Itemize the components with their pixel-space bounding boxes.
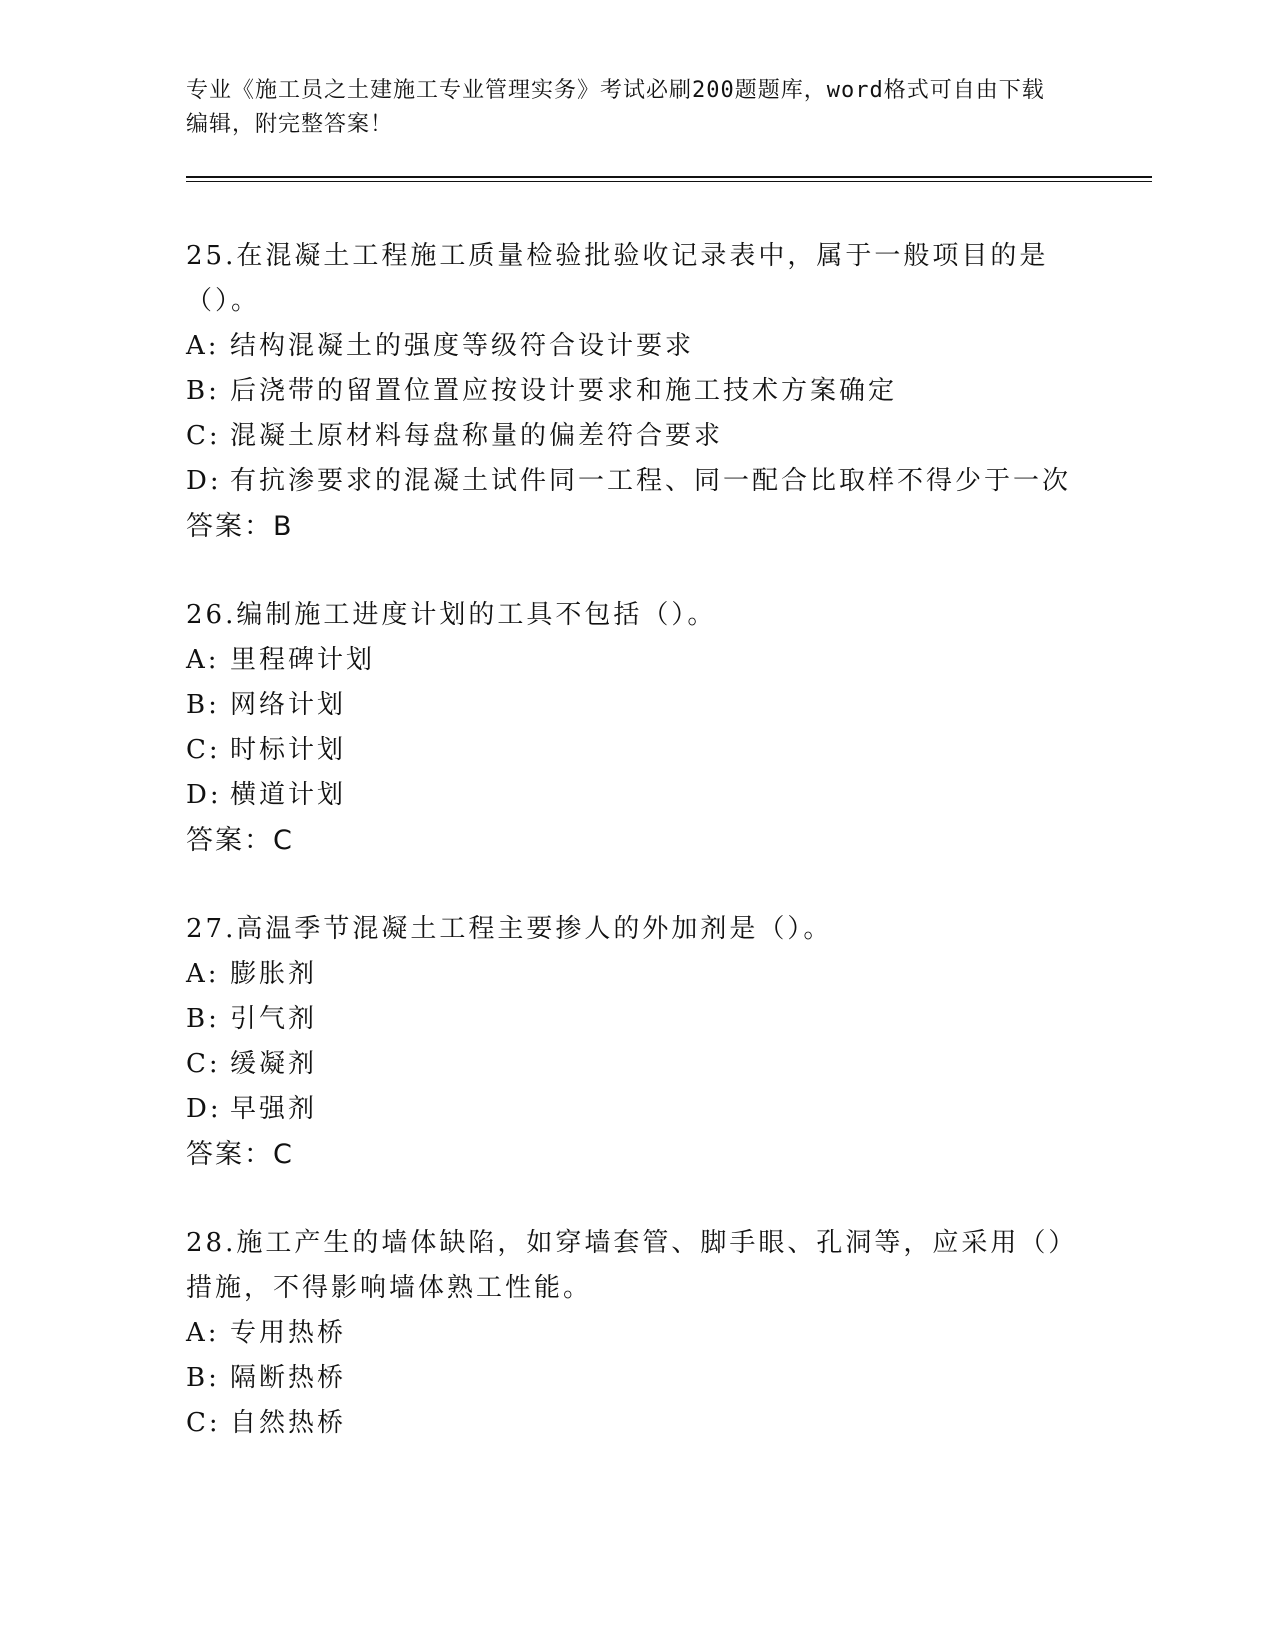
question-stem: 28.施工产生的墙体缺陷，如穿墙套管、脚手眼、孔洞等，应采用（）措施，不得影响墙体熟工性能。 — [186, 1228, 1078, 1303]
answer-line: 答案：C — [186, 1139, 294, 1170]
question-27 — [186, 907, 1086, 1177]
option-key: B: — [186, 690, 220, 720]
option-text: 里程碑计划 — [230, 645, 376, 675]
option-a — [186, 952, 1086, 997]
option-text: 早强剂 — [230, 1094, 318, 1124]
option-b — [186, 369, 1086, 414]
question-stem: 25.在混凝土工程施工质量检验批验收记录表中，属于一般项目的是（）。 — [186, 241, 1049, 316]
question-stem: 27.高温季节混凝土工程主要掺人的外加剂是（）。 — [186, 914, 833, 944]
option-text: 膨胀剂 — [230, 959, 318, 989]
option-key: C: — [186, 1408, 221, 1438]
option-text: 横道计划 — [230, 780, 347, 810]
document-header: 专业《施工员之土建施工专业管理实务》考试必刷200题题库，word格式可自由下载编辑，附完整答案！ — [186, 78, 1045, 137]
option-d — [186, 459, 1086, 504]
option-key: C: — [186, 1049, 221, 1079]
option-key: A: — [186, 331, 220, 361]
option-c — [186, 728, 1086, 773]
option-key: B: — [186, 376, 220, 406]
option-key: A: — [186, 959, 220, 989]
option-key: D: — [186, 466, 222, 496]
option-key: B: — [186, 1004, 220, 1034]
option-key: D: — [186, 1094, 222, 1124]
option-text: 隔断热桥 — [230, 1363, 347, 1393]
header-rule-thick — [186, 176, 1152, 178]
option-key: C: — [186, 735, 221, 765]
question-25 — [186, 234, 1086, 549]
option-a — [186, 324, 1086, 369]
option-text: 网络计划 — [230, 690, 347, 720]
question-28 — [186, 1221, 1086, 1446]
question-stem: 26.编制施工进度计划的工具不包括（）。 — [186, 600, 717, 630]
option-text: 混凝土原材料每盘称量的偏差符合要求 — [230, 421, 724, 451]
option-c — [186, 414, 1086, 459]
option-text: 结构混凝土的强度等级符合设计要求 — [230, 331, 695, 361]
option-c — [186, 1042, 1086, 1087]
option-text: 自然热桥 — [230, 1408, 347, 1438]
option-c — [186, 1401, 1086, 1446]
header-rule-thin — [186, 181, 1152, 182]
option-key: C: — [186, 421, 221, 451]
option-text: 专用热桥 — [230, 1318, 347, 1348]
option-a — [186, 1311, 1086, 1356]
question-list — [186, 234, 1086, 1490]
option-text: 时标计划 — [230, 735, 347, 765]
question-26 — [186, 593, 1086, 863]
answer-line: 答案：C — [186, 825, 294, 856]
option-d — [186, 773, 1086, 818]
option-text: 缓凝剂 — [230, 1049, 318, 1079]
answer-line: 答案：B — [186, 511, 294, 542]
option-key: A: — [186, 1318, 220, 1348]
option-b — [186, 997, 1086, 1042]
option-d — [186, 1087, 1086, 1132]
option-a — [186, 638, 1086, 683]
option-b — [186, 683, 1086, 728]
option-text: 后浇带的留置位置应按设计要求和施工技术方案确定 — [230, 376, 898, 406]
option-b — [186, 1356, 1086, 1401]
option-key: B: — [186, 1363, 220, 1393]
option-key: D: — [186, 780, 222, 810]
option-text: 引气剂 — [230, 1004, 318, 1034]
option-key: A: — [186, 645, 220, 675]
option-text: 有抗渗要求的混凝土试件同一工程、同一配合比取样不得少于一次 — [230, 466, 1072, 496]
